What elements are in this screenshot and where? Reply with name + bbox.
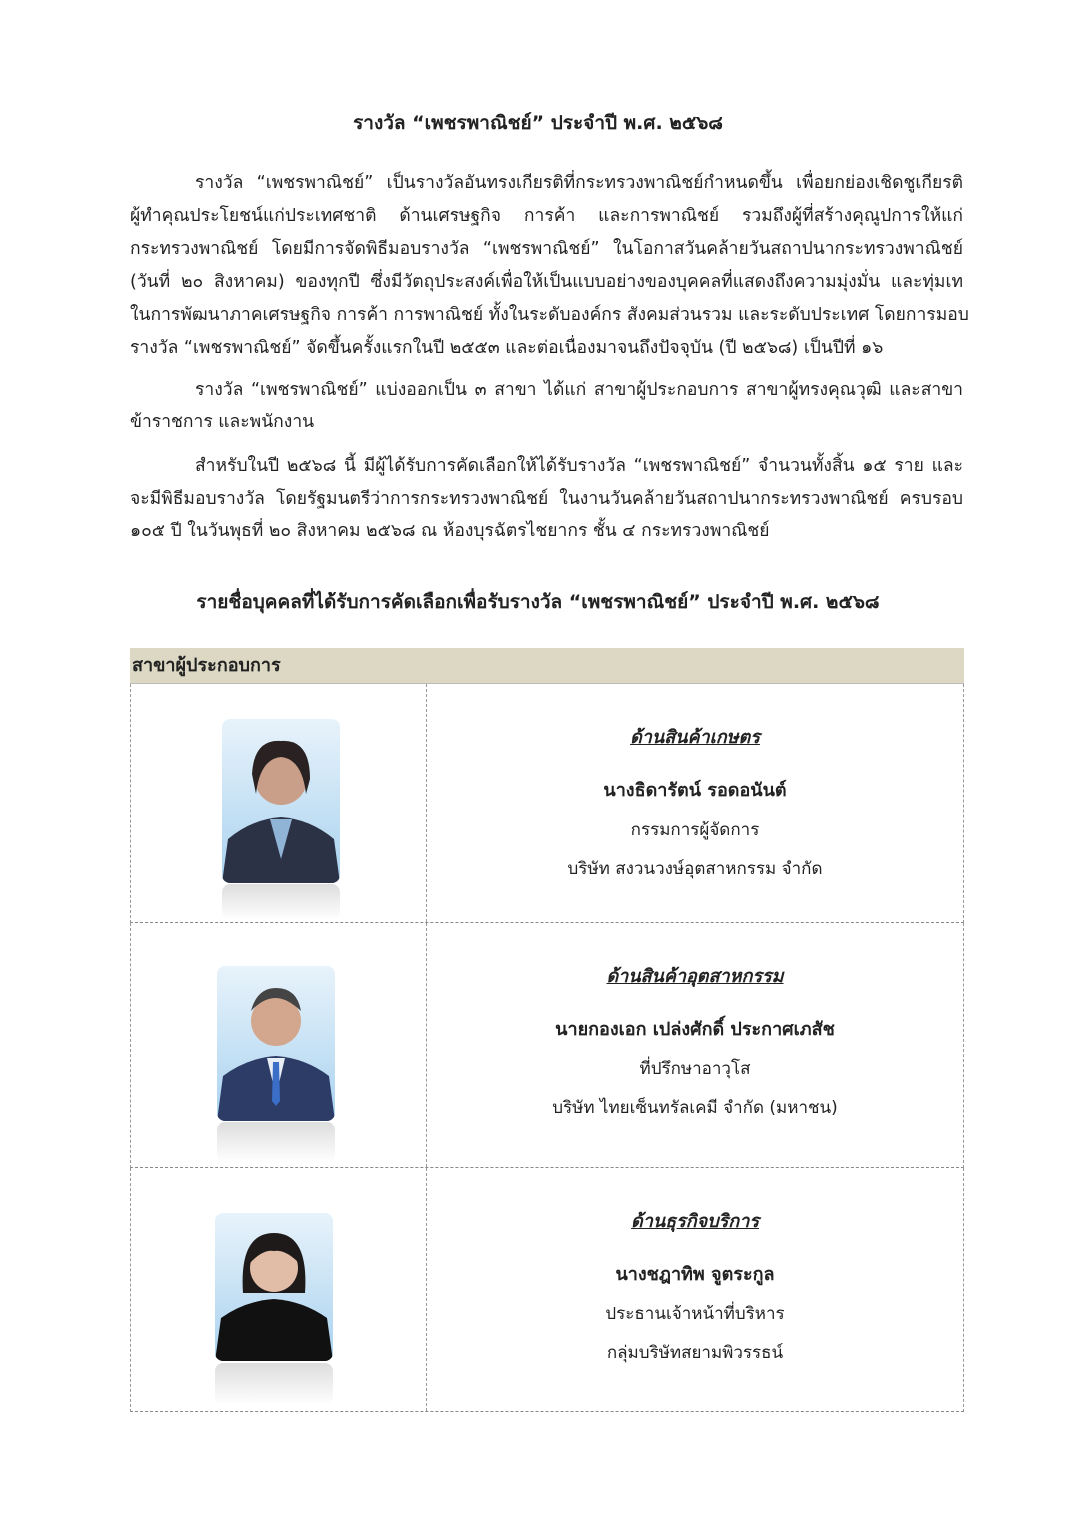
photo-reflection bbox=[217, 1122, 335, 1162]
paragraph-1-line: ผู้ทำคุณประโยชน์แก่ประเทศชาติ ด้านเศรษฐกิจ การค้า และการพาณิชย์ รวมถึงผู้ที่สร้างคุณูปการให้แก่ bbox=[130, 206, 963, 226]
award-category: ด้านธุรกิจบริการ bbox=[631, 1211, 759, 1232]
photo-reflection bbox=[215, 1363, 333, 1405]
paragraph-1-line: ในการพัฒนาภาคเศรษฐกิจ การค้า การพาณิชย์ ทั้งในระดับองค์กร สังคมส่วนรวม และระดับประเทศ โดยการมอบ bbox=[130, 305, 969, 325]
table-row bbox=[130, 684, 964, 923]
awardee-position: กรรมการผู้จัดการ bbox=[630, 820, 760, 840]
table-row bbox=[130, 1168, 964, 1412]
awardee-position: ที่ปรึกษาอาวุโส bbox=[639, 1059, 751, 1079]
photo-cell bbox=[131, 1168, 427, 1411]
paragraph-2-line: ข้าราชการ และพนักงาน bbox=[130, 412, 315, 432]
paragraph-1-line: (วันที่ ๒๐ สิงหาคม) ของทุกปี ซึ่งมีวัตถุประสงค์เพื่อให้เป็นแบบอย่างของบุคคลที่แสดงถึงความมุ่งมั่น และทุ่มเท bbox=[130, 272, 963, 292]
awardee-info bbox=[427, 1168, 963, 1366]
award-category: ด้านสินค้าเกษตร bbox=[630, 727, 760, 748]
award-category: ด้านสินค้าอุตสาหกรรม bbox=[606, 966, 784, 987]
paragraph-2-line: รางวัล “เพชรพาณิชย์” แบ่งออกเป็น ๓ สาขา ได้แก่ สาขาผู้ประกอบการ สาขาผู้ทรงคุณวุฒิ และสาขา bbox=[195, 380, 963, 400]
photo-cell bbox=[131, 684, 427, 922]
table-row bbox=[130, 923, 964, 1168]
awardee-organization: บริษัท สงวนวงษ์อุตสาหกรรม จำกัด bbox=[567, 859, 823, 879]
awardee-info bbox=[427, 923, 963, 1121]
awardee-organization: กลุ่มบริษัทสยามพิวรรธน์ bbox=[606, 1343, 784, 1363]
paragraph-1-line: รางวัล “เพชรพาณิชย์” เป็นรางวัลอันทรงเกียรติที่กระทรวงพาณิชย์กำหนดขึ้น เพื่อยกย่องเชิดชูเกียรติ bbox=[195, 173, 963, 193]
awardee-name: นายกองเอก เปล่งศักดิ์ ประกาศเภสัช bbox=[555, 1019, 835, 1040]
portrait-photo bbox=[215, 1213, 333, 1361]
portrait-photo bbox=[217, 966, 335, 1121]
paragraph-3-line: สำหรับในปี ๒๕๖๘ นี้ มีผู้ได้รับการคัดเลือกให้ได้รับรางวัล “เพชรพาณิชย์” จำนวนทั้งสิ้น ๑๕ ราย และ bbox=[195, 456, 963, 476]
awardee-organization: บริษัท ไทยเซ็นทรัลเคมี จำกัด (มหาชน) bbox=[552, 1098, 838, 1118]
document-title: รางวัล “เพชรพาณิชย์” ประจำปี พ.ศ. ๒๕๖๘ bbox=[353, 112, 723, 134]
list-title: รายชื่อบุคคลที่ได้รับการคัดเลือกเพื่อรับรางวัล “เพชรพาณิชย์” ประจำปี พ.ศ. ๒๕๖๘ bbox=[196, 591, 880, 613]
awardee-info bbox=[427, 684, 963, 882]
awardee-name: นางชฎาทิพ จูตระกูล bbox=[615, 1264, 775, 1285]
paragraph-3-line: ๑๐๕ ปี ในวันพุธที่ ๒๐ สิงหาคม ๒๕๖๘ ณ ห้องบุรฉัตรไชยากร ชั้น ๔ กระทรวงพาณิชย์ bbox=[130, 521, 770, 541]
awardee-table bbox=[130, 648, 964, 1412]
photo-cell bbox=[131, 923, 427, 1167]
portrait-photo bbox=[222, 719, 340, 883]
table-header-entrepreneur: สาขาผู้ประกอบการ bbox=[130, 648, 964, 684]
paragraph-1-line: รางวัล “เพชรพาณิชย์” จัดขึ้นครั้งแรกในปี ๒๕๕๓ และต่อเนื่องมาจนถึงปัจจุบัน (ปี ๒๕๖๘) เป็นปีที่ ๑๖ bbox=[130, 338, 884, 358]
awardee-name: นางธิดารัตน์ รอดอนันต์ bbox=[603, 780, 787, 801]
paragraph-1-line: กระทรวงพาณิชย์ โดยมีการจัดพิธีมอบรางวัล “เพชรพาณิชย์” ในโอกาสวันคล้ายวันสถาปนากระทรวงพาณิชย์ bbox=[130, 239, 963, 259]
paragraph-3-line: จะมีพิธีมอบรางวัล โดยรัฐมนตรีว่าการกระทรวงพาณิชย์ ในงานวันคล้ายวันสถาปนากระทรวงพาณิชย์ ครบรอบ bbox=[130, 489, 963, 509]
photo-reflection bbox=[222, 884, 340, 920]
awardee-position: ประธานเจ้าหน้าที่บริหาร bbox=[605, 1304, 785, 1324]
